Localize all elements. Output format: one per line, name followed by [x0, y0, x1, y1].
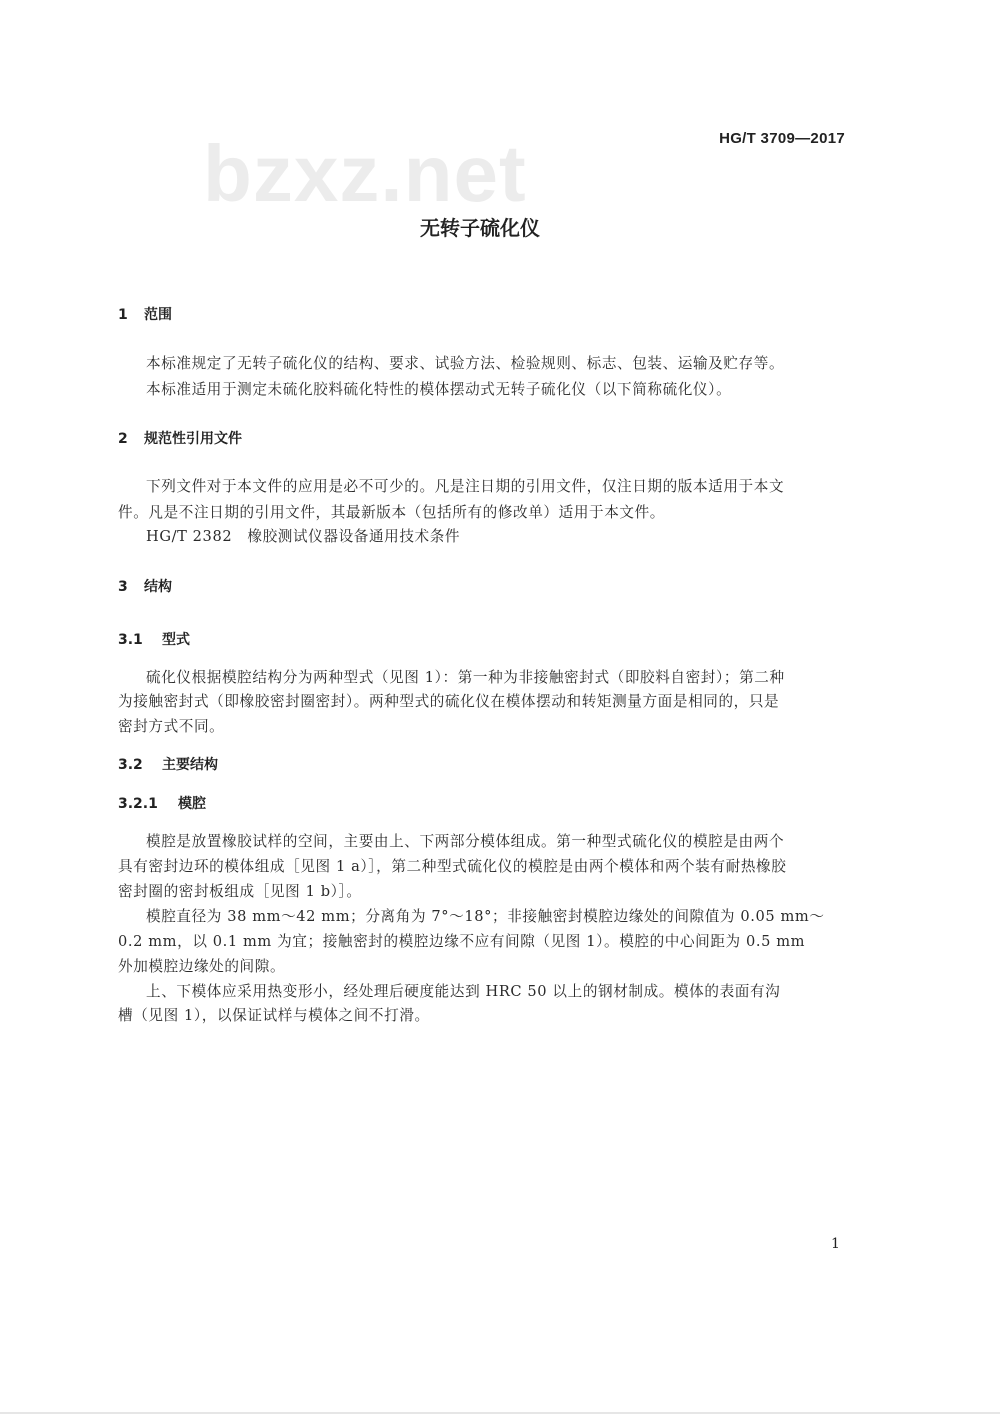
paragraph-line: 件。凡是不注日期的引用文件，其最新版本（包括所有的修改单）适用于本文件。: [118, 504, 665, 521]
paragraph-line: 本标准适用于测定未硫化胶料硫化特性的模体摆动式无转子硫化仪（以下简称硫化仪）。: [146, 381, 732, 398]
section-number: 2: [118, 431, 128, 447]
section-3-2-1-heading: [118, 793, 206, 813]
section-title: 范围: [144, 307, 172, 323]
watermark: bzxz.net: [203, 129, 527, 218]
paragraph-line: 外加模腔边缘处的间隙。: [118, 958, 286, 975]
document-title: 无转子硫化仪: [420, 216, 540, 240]
section-3-heading: [118, 576, 172, 596]
section-number: 3.2.1: [118, 796, 158, 812]
paragraph-line: 槽（见图 1），以保证试样与模体之间不打滑。: [118, 1007, 430, 1024]
section-2-heading: [118, 428, 242, 448]
paragraph-line: 模腔直径为 38 mm～42 mm；分离角为 7°～18°；非接触密封模腔边缘处的间隙值为 0.05 mm～: [146, 908, 825, 925]
section-number: 3.2: [118, 757, 143, 773]
paragraph-line: 硫化仪根据模腔结构分为两种型式（见图 1）：第一种为非接触密封式（即胶料自密封）；第二种: [146, 669, 785, 686]
paragraph-line: 具有密封边环的模体组成［见图 1 a）］，第二种型式硫化仪的模腔是由两个模体和两个装有耐热橡胶: [118, 858, 787, 875]
section-title: 主要结构: [162, 757, 218, 773]
paragraph-line: 密封圈的密封板组成［见图 1 b）］。: [118, 883, 362, 900]
referenced-standard: HG/T 2382 橡胶测试仪器设备通用技术条件: [146, 528, 461, 545]
paragraph-line: 0.2 mm，以 0.1 mm 为宜；接触密封的模腔边缘不应有间隙（见图 1）。模腔的中心间距为 0.5 mm: [118, 933, 806, 950]
section-number: 3.1: [118, 632, 143, 648]
section-number: 1: [118, 307, 128, 323]
paragraph-line: 下列文件对于本文件的应用是必不可少的。凡是注日期的引用文件，仅注日期的版本适用于本文: [146, 478, 785, 495]
paragraph-line: 为接触密封式（即橡胶密封圈密封）。两种型式的硫化仪在模体摆动和转矩测量方面是相同的，只是: [118, 693, 780, 710]
section-3-2-heading: [118, 754, 218, 774]
paragraph-line: 密封方式不同。: [118, 718, 225, 735]
section-1-heading: [118, 304, 172, 324]
section-title: 结构: [144, 579, 172, 595]
section-3-1-heading: [118, 629, 190, 649]
page-number: 1: [831, 1236, 840, 1252]
paragraph-line: 上、下模体应采用热变形小，经处理后硬度能达到 HRC 50 以上的钢材制成。模体的表面有沟: [146, 983, 781, 1000]
section-title: 规范性引用文件: [144, 431, 242, 447]
section-title: 型式: [162, 632, 190, 648]
paragraph-line: 本标准规定了无转子硫化仪的结构、要求、试验方法、检验规则、标志、包装、运输及贮存等。: [146, 355, 785, 372]
section-title: 模腔: [178, 796, 206, 812]
section-number: 3: [118, 579, 128, 595]
standard-number: HG/T 3709—2017: [719, 130, 845, 147]
paragraph-line: 模腔是放置橡胶试样的空间，主要由上、下两部分模体组成。第一种型式硫化仪的模腔是由两个: [146, 833, 785, 850]
page-edge-divider: [0, 1412, 1000, 1414]
